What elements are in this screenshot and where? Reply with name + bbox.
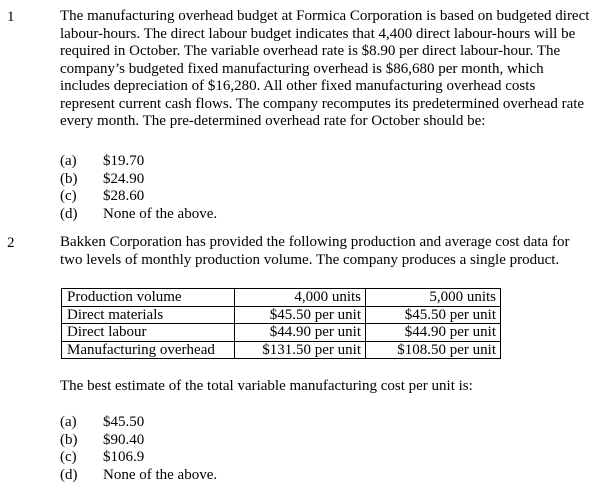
question-1-options	[60, 153, 217, 223]
table-row	[62, 324, 501, 342]
option-letter: (d)	[60, 205, 78, 222]
option-d	[60, 206, 217, 224]
question-2-prompt: The best estimate of the total variable manufacturing cost per unit is:	[60, 378, 473, 394]
option-d	[60, 467, 217, 485]
option-b	[60, 432, 217, 450]
table-cell: $44.90 per unit	[366, 324, 501, 342]
table-cell: $45.50 per unit	[235, 306, 366, 324]
option-letter: (a)	[60, 414, 77, 430]
option-a	[60, 414, 217, 432]
option-text: None of the above.	[103, 466, 218, 483]
table-cell: $131.50 per unit	[235, 341, 366, 359]
table-cell: Production volume	[62, 289, 235, 307]
option-text: $24.90	[103, 170, 145, 187]
option-text: $90.40	[103, 431, 145, 448]
question-2-number: 2	[7, 235, 15, 251]
option-letter: (d)	[60, 466, 78, 483]
table-cell: $108.50 per unit	[366, 341, 501, 359]
table-cell: Manufacturing overhead	[62, 341, 235, 359]
option-a	[60, 153, 217, 171]
option-text: $19.70	[103, 153, 145, 169]
question-1-text: The manufacturing overhead budget at Formica Corporation is based on budgeted direct labour-hours. The direct labour budget indicates that 4,400 direct labour-hours will be required in October. The variable overhead rate is $8.90 per direct labour-hour. The company’s budgeted fixed manufacturing overhead is $86,680 per month, which includes depreciation of $16,280. All other fixed manufacturing overhead costs represent current cash flows. The company recomputes its predetermined overhead rate every month. The pre-determined overhead rate for October should be:	[60, 8, 590, 129]
option-text: $106.9	[103, 449, 145, 465]
option-letter: (a)	[60, 153, 77, 169]
table-cell: $44.90 per unit	[235, 324, 366, 342]
question-2-options	[60, 414, 217, 484]
table-cell: $45.50 per unit	[366, 306, 501, 324]
table-row	[62, 289, 501, 307]
option-letter: (b)	[60, 431, 78, 448]
option-letter: (b)	[60, 170, 78, 187]
option-text: $45.50	[103, 414, 145, 430]
option-c	[60, 449, 217, 467]
cost-data-table	[61, 288, 501, 359]
table-cell: Direct materials	[62, 306, 235, 324]
question-1-number: 1	[7, 9, 15, 25]
table-row	[62, 306, 501, 324]
table-cell: 4,000 units	[235, 289, 366, 307]
table-cell: Direct labour	[62, 324, 235, 342]
option-text: $28.60	[103, 188, 145, 204]
table-row	[62, 341, 501, 359]
option-letter: (c)	[60, 449, 77, 465]
option-c	[60, 188, 217, 206]
option-b	[60, 171, 217, 189]
table-cell: 5,000 units	[366, 289, 501, 307]
option-letter: (c)	[60, 188, 77, 204]
option-text: None of the above.	[103, 205, 218, 222]
question-2-text: Bakken Corporation has provided the following production and average cost data for two levels of monthly production volume. The company produces a single product.	[60, 234, 570, 268]
